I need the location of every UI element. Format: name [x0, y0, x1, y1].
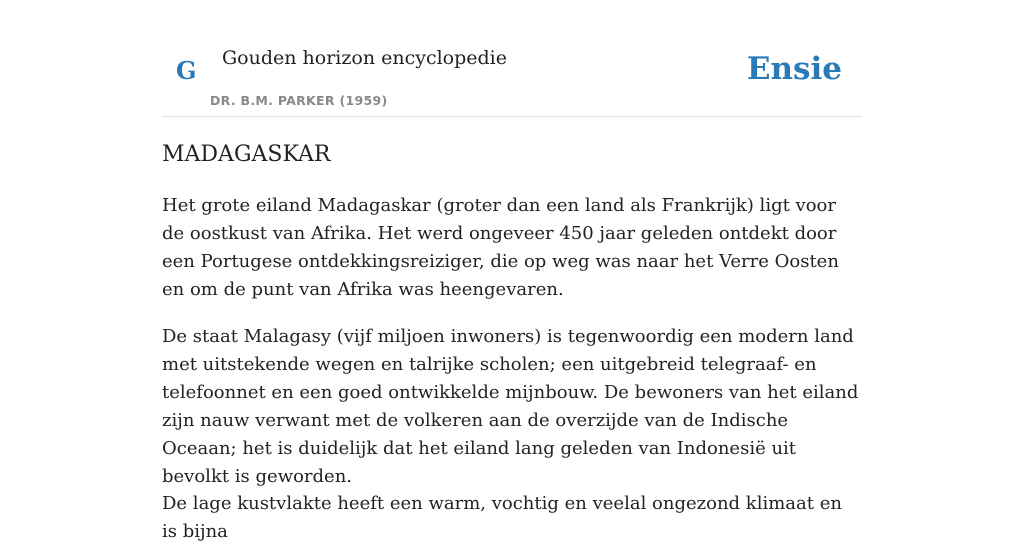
entry-paragraph: Het grote eiland Madagaskar (groter dan een land als Frankrijk) ligt voor de oostkust van Afrika. Het werd ongeveer 450 jaar geleden ontdekt door een Portugese ontdekkingsreiziger, die op weg was naar het Verre Oosten en om de punt van Afrika was heengevaren. [162, 195, 839, 300]
book-logo[interactable]: G [176, 56, 197, 85]
book-title[interactable]: Gouden horizon encyclopedie [222, 47, 507, 69]
ensie-logo[interactable]: Ensie [746, 51, 842, 87]
book-author: DR. B.M. PARKER (1959) [210, 93, 388, 108]
book-header [162, 0, 862, 117]
entry-paragraph: De staat Malagasy (vijf miljoen inwoners) is tegenwoordig een modern land met uitstekende wegen en talrijke scholen; een uitgebreid telegraaf- en telefoonnet en een goed ontwikkelde mijnbouw. De bewoners van het eiland zijn nauw verwant met de volkeren aan de overzijde van de Indische Oceaan; het is duidelijk dat het eiland lang geleden van Indonesië uit bevolkt is geworden. [162, 326, 859, 487]
entry-paragraph: De lage kustvlakte heeft een warm, vochtig en veelal ongezond klimaat en is bijna [162, 493, 842, 542]
entry-title: MADAGASKAR [162, 142, 331, 167]
